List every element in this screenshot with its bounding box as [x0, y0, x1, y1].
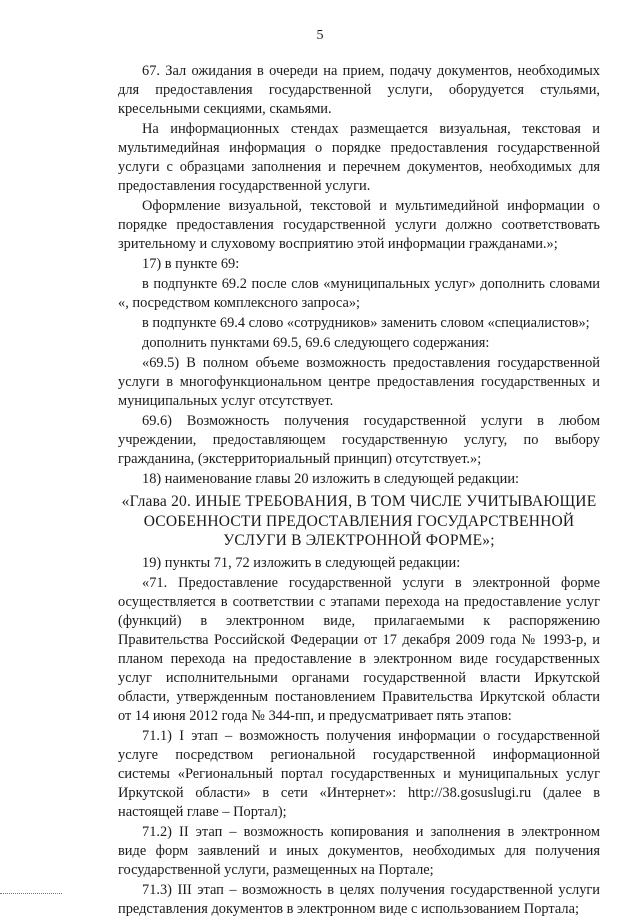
paragraph-add-69-5-69-6: дополнить пунктами 69.5, 69.6 следующего содержания:: [142, 335, 490, 351]
paragraph-69-4: в подпункте 69.4 слово «сотрудников» заменить словом «специалистов»;: [142, 315, 590, 331]
paragraph-info-stands: На информационных стендах размещается визуальная, текстовая и мультимедийная информация о порядке предоставления государственной услуги с образцами заполнения и перечнем документов, необходимых для предоставления государственной услуги.: [118, 121, 600, 194]
document-body: [118, 62, 600, 919]
paragraph-69-2: в подпункте 69.2 после слов «муниципальных услуг» дополнить словами «, посредством комплексного запроса»;: [118, 276, 600, 311]
page-number: 5: [316, 28, 324, 43]
paragraph-71-3: 71.3) III этап – возможность в целях получения государственной услуги представления документов в электронном виде с использованием Портала;: [118, 881, 600, 917]
paragraph-71-1: 71.1) I этап – возможность получения информации о государственной услуге посредством региональной государственной информационной системы «Региональный портал государственных и муниципальных услуг Иркутской области» в сети «Интернет»: http://38.gosuslugi.ru (далее в настоящей главе – Портал);: [118, 727, 600, 820]
paragraph-info-design: Оформление визуальной, текстовой и мультимедийной информации о порядке предоставления государственной услуги должно соответствовать зрительному и слуховому восприятию этой информации гражданами.»;: [118, 198, 600, 252]
paragraph-69-6: 69.6) Возможность получения государственной услуги в любом учреждении, предоставляющем государственную услугу, по выбору гражданина, (экстерриториальный принцип) отсутствует.»;: [118, 413, 600, 467]
paragraph-item-17: 17) в пункте 69:: [142, 256, 240, 272]
paragraph-71-2: 71.2) II этап – возможность копирования и заполнения в электронном виде форм заявлений и иных документов, необходимых для получения государственной услуги, размещенных на Портале;: [118, 823, 600, 878]
chapter-20-heading: «Глава 20. ИНЫЕ ТРЕБОВАНИЯ, В ТОМ ЧИСЛЕ УЧИТЫВАЮЩИЕ ОСОБЕННОСТИ ПРЕДОСТАВЛЕНИЯ ГОСУДАРСТВЕННОЙ УСЛУГИ В ЭЛЕКТРОННОЙ ФОРМЕ»;: [121, 493, 597, 549]
paragraph-item-19: 19) пункты 71, 72 изложить в следующей редакции:: [142, 554, 461, 571]
paragraph-71: «71. Предоставление государственной услуги в электронной форме осуществляется в соответствии с этапами перехода на предоставление услуг (функций) в электронном виде, прилагаемыми к распоряжению Правительства Российской Федерации от 17 декабря 2009 года № 1993-р, и планом перехода на предоставление в электронном виде государственных услуг исполнительными органами государственной власти Иркутской области, утвержденным постановлением Правительства Иркутской области от 14 июня 2012 года № 344-пп, и предусматривает пять этапов:: [118, 574, 600, 724]
footer-divider: [0, 893, 62, 894]
paragraph-item-18: 18) наименование главы 20 изложить в следующей редакции:: [142, 471, 520, 487]
paragraph-69-5: «69.5) В полном объеме возможность предоставления государственной услуги в многофункциональном центре предоставления государственных и муниципальных услуг отсутствует.: [118, 355, 600, 409]
paragraph-67: 67. Зал ожидания в очереди на прием, подачу документов, необходимых для предоставления государственной услуги, оборудуется стульями, кресельными секциями, скамьями.: [118, 63, 600, 117]
